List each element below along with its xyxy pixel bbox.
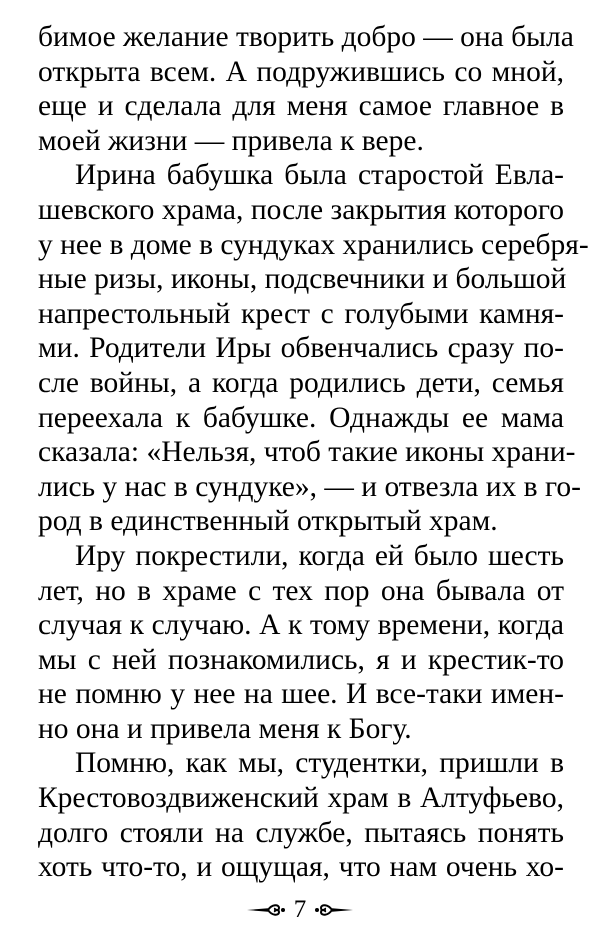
text-line: сказала: «Нельзя, чтоб такие иконы храни- [38, 436, 576, 469]
text-line: род в единственный открытый храм. [38, 505, 498, 538]
page-number: 7 [293, 896, 307, 923]
paragraph [38, 539, 564, 747]
text-line: ные ризы, иконы, подсвечники и большой [38, 263, 567, 296]
flourish-ornament-icon [314, 903, 354, 917]
text-line: еще и сделала для меня самое главное в [38, 90, 564, 123]
text-line: лет, но в храме с тех пор она бывала от [38, 574, 564, 607]
text-line: сле войны, а когда родились дети, семья [38, 366, 564, 399]
text-line: лись у нас в сундуке», — и отвезла их в го- [38, 470, 581, 503]
flourish-ornament-icon [246, 903, 286, 917]
text-line: моей жизни — привела к вере. [38, 124, 424, 157]
text-line: хоть что-то, и ощущая, что нам очень хо- [38, 851, 564, 884]
text-line: у нее в доме в сундуках хранились серебря- [38, 228, 589, 261]
text-line: Иру покрестили, когда ей было шесть [75, 539, 564, 572]
text-line: мы с ней познакомились, я и крестик-то [38, 643, 564, 676]
body-text [38, 20, 589, 885]
text-line: случая к случаю. А к тому времени, когда [38, 609, 564, 642]
paragraph [38, 20, 574, 158]
text-line: шевского храма, после закрытия которого [38, 193, 564, 226]
text-line: Ирина бабушка была старостой Евла- [75, 159, 564, 192]
text-line: напрестольный крест с голубыми камня- [38, 297, 564, 330]
text-line: но она и привела меня к Богу. [38, 712, 412, 745]
text-line: Крестовоздвиженский храм в Алтуфьево, [38, 782, 564, 815]
text-line: ми. Родители Иры обвенчались сразу по- [38, 332, 564, 365]
text-line: переехала к бабушке. Однажды ее мама [38, 401, 564, 434]
page-footer [0, 895, 600, 925]
text-line: бимое желание творить добро — она была [38, 21, 574, 53]
text-line: не помню у нее на шее. И все-таки имен- [38, 678, 564, 711]
text-line: открыта всем. А подружившись со мной, [38, 55, 564, 88]
paragraph [38, 746, 564, 884]
text-line: Помню, как мы, студентки, пришли в [75, 747, 564, 780]
paragraph [38, 158, 589, 539]
text-line: долго стояли на службе, пытаясь понять [38, 816, 564, 849]
